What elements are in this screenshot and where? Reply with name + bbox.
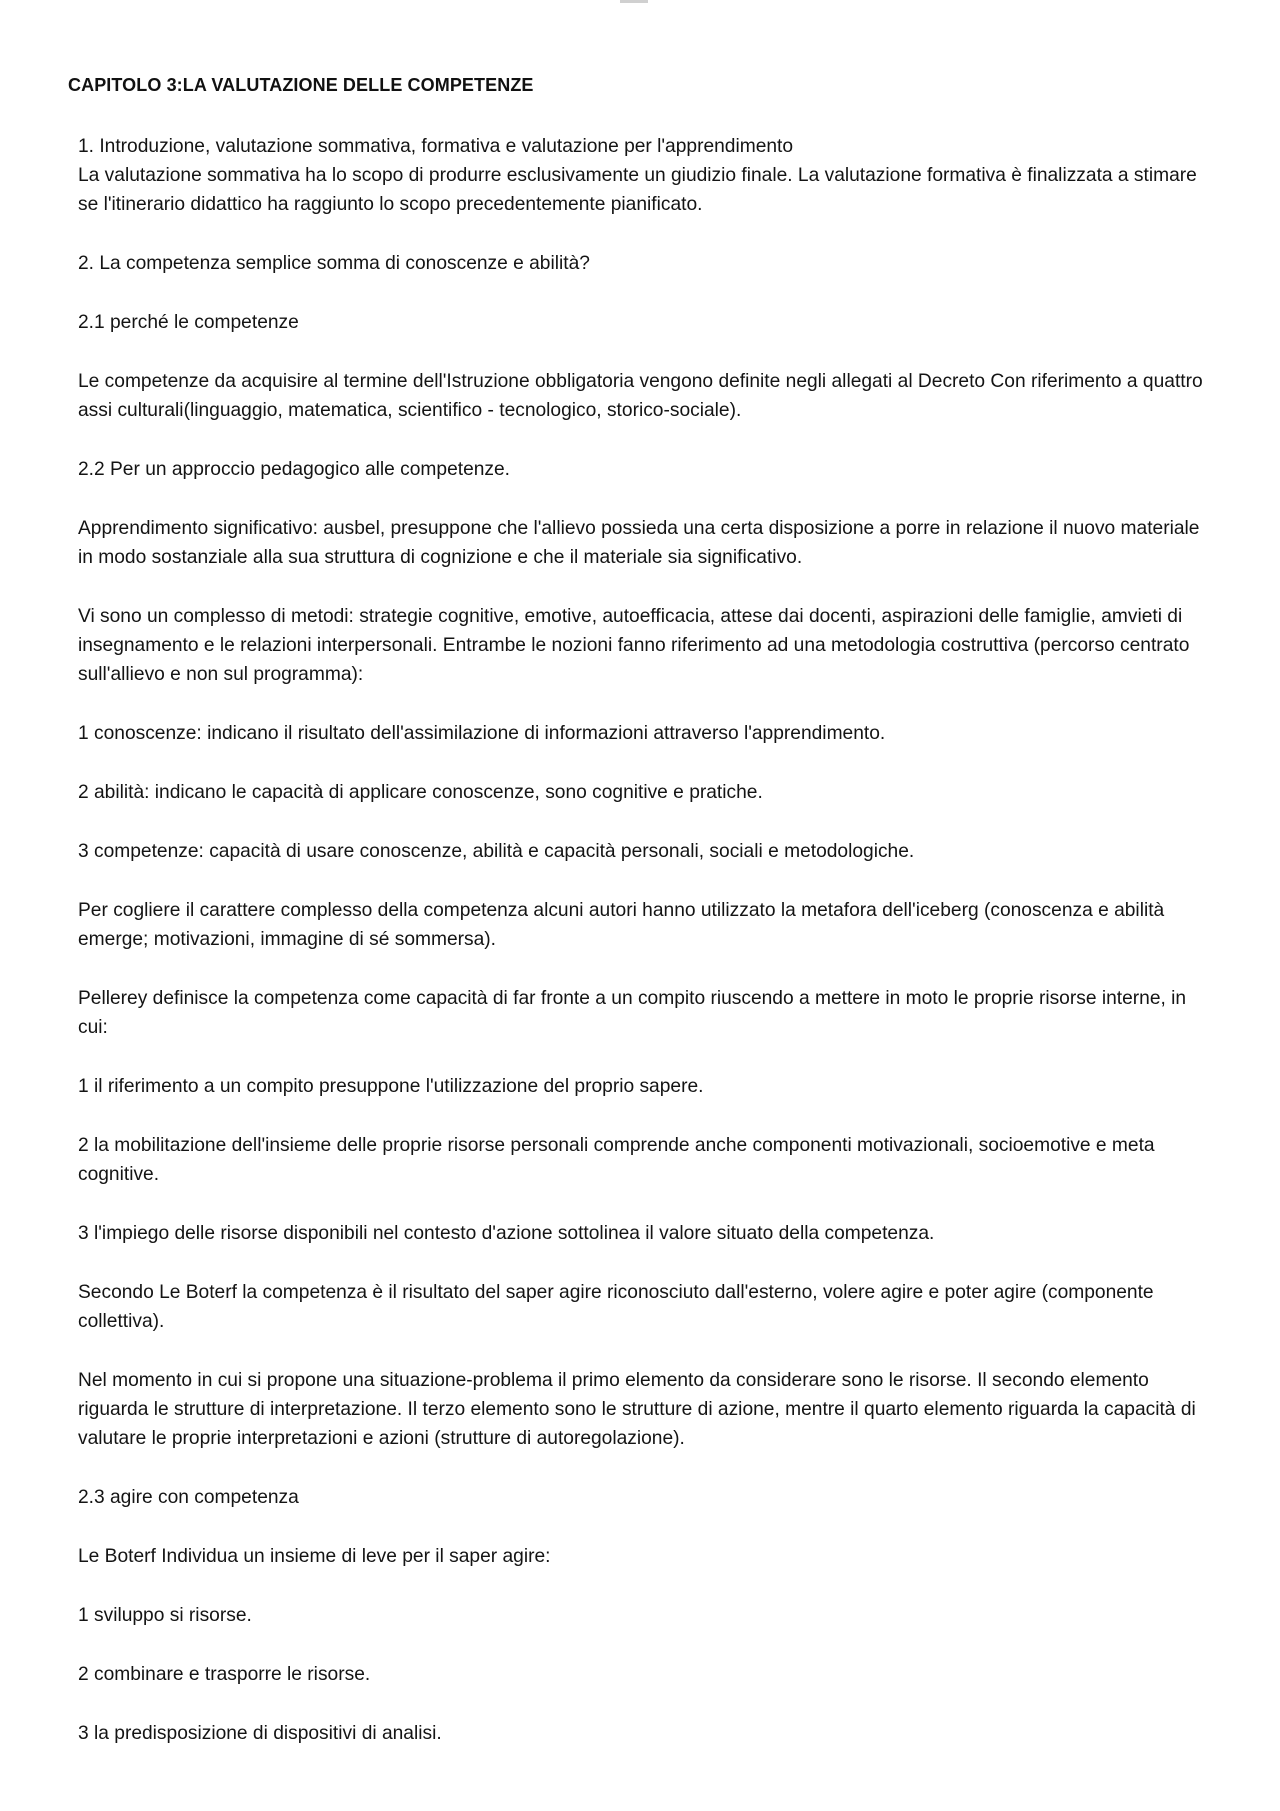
- paragraph-metodi: Vi sono un complesso di metodi: strategie cognitive, emotive, autoefficacia, attese dai docenti, aspirazioni delle famiglie, amvieti di insegnamento e le relazioni interpersonali. Entrambe le nozioni fanno riferimento ad una metodologia costruttiva (percorso centrato sull'allievo e non sul programma):: [78, 606, 1190, 685]
- list-item-riferimento-compito: 1 il riferimento a un compito presuppone l'utilizzazione del proprio sapere.: [78, 1076, 704, 1097]
- section-heading-1: 1. Introduzione, valutazione sommativa, formativa e valutazione per l'apprendimento: [78, 136, 794, 157]
- list-item-dispositivi-analisi: 3 la predisposizione di dispositivi di analisi.: [78, 1723, 442, 1744]
- list-item-conoscenze: 1 conoscenze: indicano il risultato dell'assimilazione di informazioni attraverso l'apprendimento.: [78, 723, 886, 744]
- page-header-mark: [620, 0, 648, 3]
- list-item-competenze: 3 competenze: capacità di usare conoscenze, abilità e capacità personali, sociali e metodologiche.: [78, 841, 915, 862]
- paragraph-le-boterf: Secondo Le Boterf la competenza è il risultato del saper agire riconosciuto dall'esterno, volere agire e poter agire (componente collettiva).: [78, 1282, 1154, 1332]
- list-item-abilita: 2 abilità: indicano le capacità di applicare conoscenze, sono cognitive e pratiche.: [78, 782, 763, 803]
- chapter-title: CAPITOLO 3:LA VALUTAZIONE DELLE COMPETENZE: [68, 75, 534, 95]
- paragraph-competenze-istruzione: Le competenze da acquisire al termine dell'Istruzione obbligatoria vengono definite negli allegati al Decreto Con riferimento a quattro assi culturali(linguaggio, matematica, scientifico - tecnologico, storico-sociale).: [78, 371, 1203, 421]
- section-heading-2: 2. La competenza semplice somma di conoscenze e abilità?: [78, 253, 590, 274]
- list-item-mobilitazione: 2 la mobilitazione dell'insieme delle proprie risorse personali comprende anche componenti motivazionali, socioemotive e meta cognitive.: [78, 1135, 1155, 1185]
- list-item-combinare-risorse: 2 combinare e trasporre le risorse.: [78, 1664, 371, 1685]
- paragraph-iceberg: Per cogliere il carattere complesso della competenza alcuni autori hanno utilizzato la metafora dell'iceberg (conoscenza e abilità emerge; motivazioni, immagine di sé sommersa).: [78, 900, 1165, 950]
- list-item-sviluppo-risorse: 1 sviluppo si risorse.: [78, 1605, 252, 1626]
- paragraph-situazione-problema: Nel momento in cui si propone una situazione-problema il primo elemento da considerare sono le risorse. Il secondo elemento riguarda le strutture di interpretazione. Il terzo elemento sono le strutture di azione, mentre il quarto elemento riguarda la capacità di valutare le proprie interpretazioni e azioni (strutture di autoregolazione).: [78, 1370, 1196, 1449]
- paragraph-pellerey: Pellerey definisce la competenza come capacità di far fronte a un compito riuscendo a mettere in moto le proprie risorse interne, in cui:: [78, 988, 1187, 1038]
- list-item-impiego-risorse: 3 l'impiego delle risorse disponibili nel contesto d'azione sottolinea il valore situato della competenza.: [78, 1223, 935, 1244]
- paragraph-valutazione: La valutazione sommativa ha lo scopo di produrre esclusivamente un giudizio finale. La valutazione formativa è finalizzata a stimare se l'itinerario didattico ha raggiunto lo scopo precedentemente pianificato.: [78, 165, 1197, 215]
- document-body: [78, 132, 1208, 1778]
- paragraph-leve: Le Boterf Individua un insieme di leve per il saper agire:: [78, 1546, 551, 1567]
- paragraph-apprendimento-significativo: Apprendimento significativo: ausbel, presuppone che l'allievo possieda una certa disposizione a porre in relazione il nuovo materiale in modo sostanziale alla sua struttura di cognizione e che il materiale sia significativo.: [78, 518, 1200, 568]
- section-heading-2-3: 2.3 agire con competenza: [78, 1487, 299, 1508]
- section-heading-2-1: 2.1 perché le competenze: [78, 312, 299, 333]
- section-heading-2-2: 2.2 Per un approccio pedagogico alle competenze.: [78, 459, 511, 480]
